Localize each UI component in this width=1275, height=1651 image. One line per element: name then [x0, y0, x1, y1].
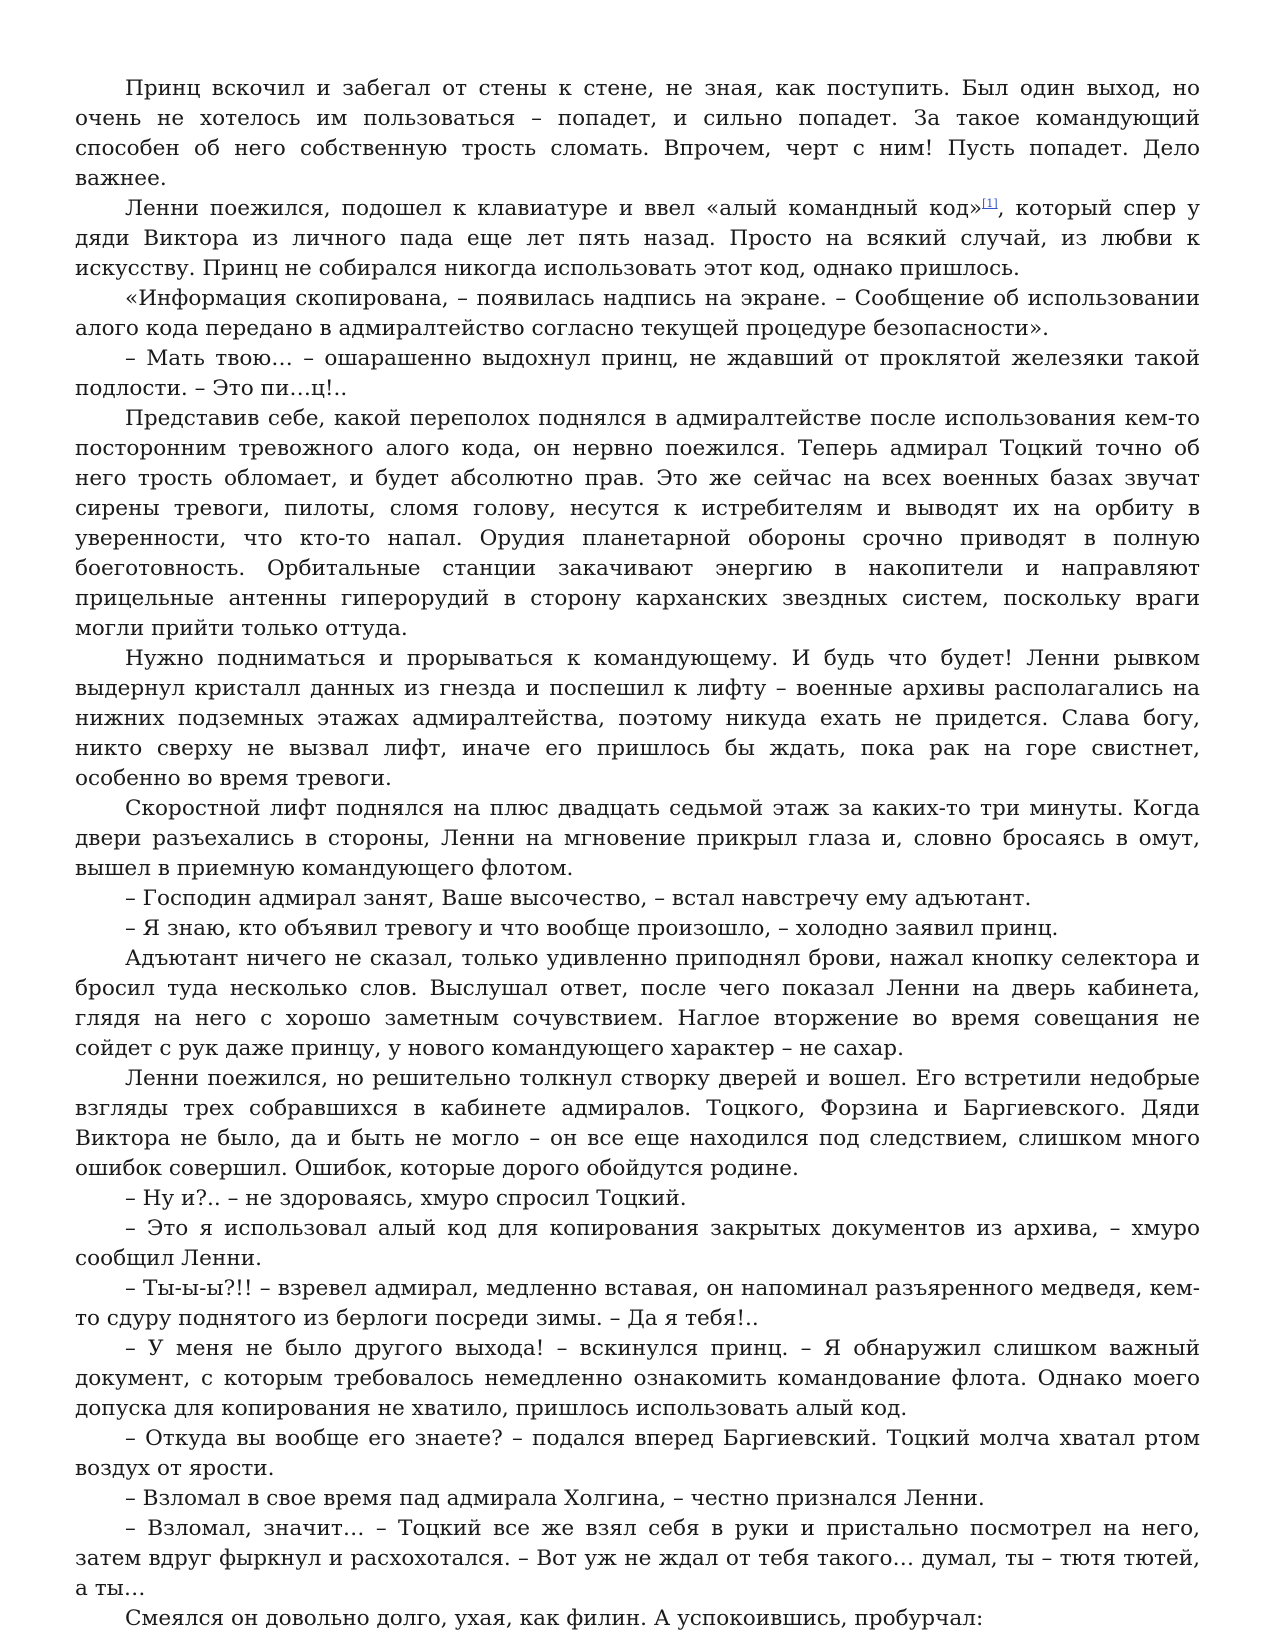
paragraph: Нужно подниматься и прорываться к командующему. И будь что будет! Ленни рывком выдернул кристалл данных из гнезда и поспешил к лифту – военные архивы располагались на нижних подземных этажах адмиралтейства, поэтому никуда ехать не придется. Слава богу, никто сверху не вызвал лифт, иначе его пришлось бы ждать, пока рак на горе свистнет, особенно во время тревоги. — [75, 646, 1200, 791]
paragraph: – У меня не было другого выхода! – вскинулся принц. – Я обнаружил слишком важный документ, с которым требовалось немедленно ознакомить командование флота. Однако моего допуска для копирования не хватило, пришлось использовать алый код. — [75, 1336, 1200, 1421]
paragraph: – Господин адмирал занят, Ваше высочество, – встал навстречу ему адъютант. — [125, 886, 1032, 911]
paragraph: – Ну и?.. – не здороваясь, хмуро спросил Тоцкий. — [125, 1186, 687, 1211]
paragraph: «Информация скопирована, – появилась надпись на экране. – Сообщение об использовании алого кода передано в адмиралтейство согласно текущей процедуре безопасности». — [75, 286, 1200, 341]
paragraph: Принц вскочил и забегал от стены к стене, не зная, как поступить. Был один выход, но очень не хотелось им пользоваться – попадет, и сильно попадет. За такое командующий способен об него собственную трость сломать. Впрочем, черт с ним! Пусть попадет. Дело важнее. — [75, 76, 1200, 191]
paragraph: – Мать твою… – ошарашенно выдохнул принц, не ждавший от проклятой железяки такой подлости. – Это пи…ц!.. — [75, 346, 1200, 401]
paragraph: – Я знаю, кто объявил тревогу и что вообще произошло, – холодно заявил принц. — [125, 916, 1059, 941]
footnote-link[interactable]: [1] — [982, 196, 998, 210]
paragraph-text: Ленни поежился, подошел к клавиатуре и ввел «алый командный код» — [125, 196, 983, 221]
paragraph: Адъютант ничего не сказал, только удивленно приподнял брови, нажал кнопку селектора и бросил туда несколько слов. Выслушал ответ, после чего показал Ленни на дверь кабинета, глядя на него с хорошо заметным сочувствием. Наглое вторжение во время совещания не сойдет с рук даже принцу, у нового командующего характер – не сахар. — [75, 946, 1200, 1061]
body-text — [75, 74, 1200, 1634]
paragraph: Смеялся он довольно долго, ухая, как филин. А успокоившись, пробурчал: — [125, 1606, 984, 1631]
paragraph: – Это я использовал алый код для копирования закрытых документов из архива, – хмуро сообщил Ленни. — [75, 1216, 1200, 1271]
paragraph — [75, 194, 1200, 284]
paragraph: Представив себе, какой переполох поднялся в адмиралтействе после использования кем-то посторонним тревожного алого кода, он нервно поежился. Теперь адмирал Тоцкий точно об него трость обломает, и будет абсолютно прав. Это же сейчас на всех военных базах звучат сирены тревоги, пилоты, сломя голову, несутся к истребителям и выводят их на орбиту в уверенности, что кто-то напал. Орудия планетарной обороны срочно приводят в полную боеготовность. Орбитальные станции закачивают энергию в накопители и направляют прицельные антенны гиперорудий в сторону карханских звездных систем, поскольку враги могли прийти только оттуда. — [75, 406, 1200, 641]
paragraph: – Взломал, значит… – Тоцкий все же взял себя в руки и пристально посмотрел на него, затем вдруг фыркнул и расхохотался. – Вот уж не ждал от тебя такого… думал, ты – тютя тютей, а ты… — [75, 1516, 1200, 1601]
paragraph: Скоростной лифт поднялся на плюс двадцать седьмой этаж за каких-то три минуты. Когда двери разъехались в стороны, Ленни на мгновение прикрыл глаза и, словно бросаясь в омут, вышел в приемную командующего флотом. — [75, 796, 1200, 881]
paragraph: Ленни поежился, но решительно толкнул створку дверей и вошел. Его встретили недобрые взгляды трех собравшихся в кабинете адмиралов. Тоцкого, Форзина и Баргиевского. Дяди Виктора не было, да и быть не могло – он все еще находился под следствием, слишком много ошибок совершил. Ошибок, которые дорого обойдутся родине. — [75, 1066, 1200, 1181]
paragraph: – Взломал в свое время пад адмирала Холгина, – честно признался Ленни. — [125, 1486, 985, 1511]
paragraph-text-continued: , который спер у дяди Виктора из личного пада еще лет пять назад. Просто на всякий случай, из любви к искусству. Принц не собирался никогда использовать этот код, однако пришлось. — [75, 196, 1200, 281]
paragraph: – Откуда вы вообще его знаете? – подался вперед Баргиевский. Тоцкий молча хватал ртом воздух от ярости. — [75, 1426, 1200, 1481]
paragraph: – Ты-ы-ы?!! – взревел адмирал, медленно вставая, он напоминал разъяренного медведя, кем-то сдуру поднятого из берлоги посреди зимы. – Да я тебя!.. — [75, 1276, 1200, 1331]
